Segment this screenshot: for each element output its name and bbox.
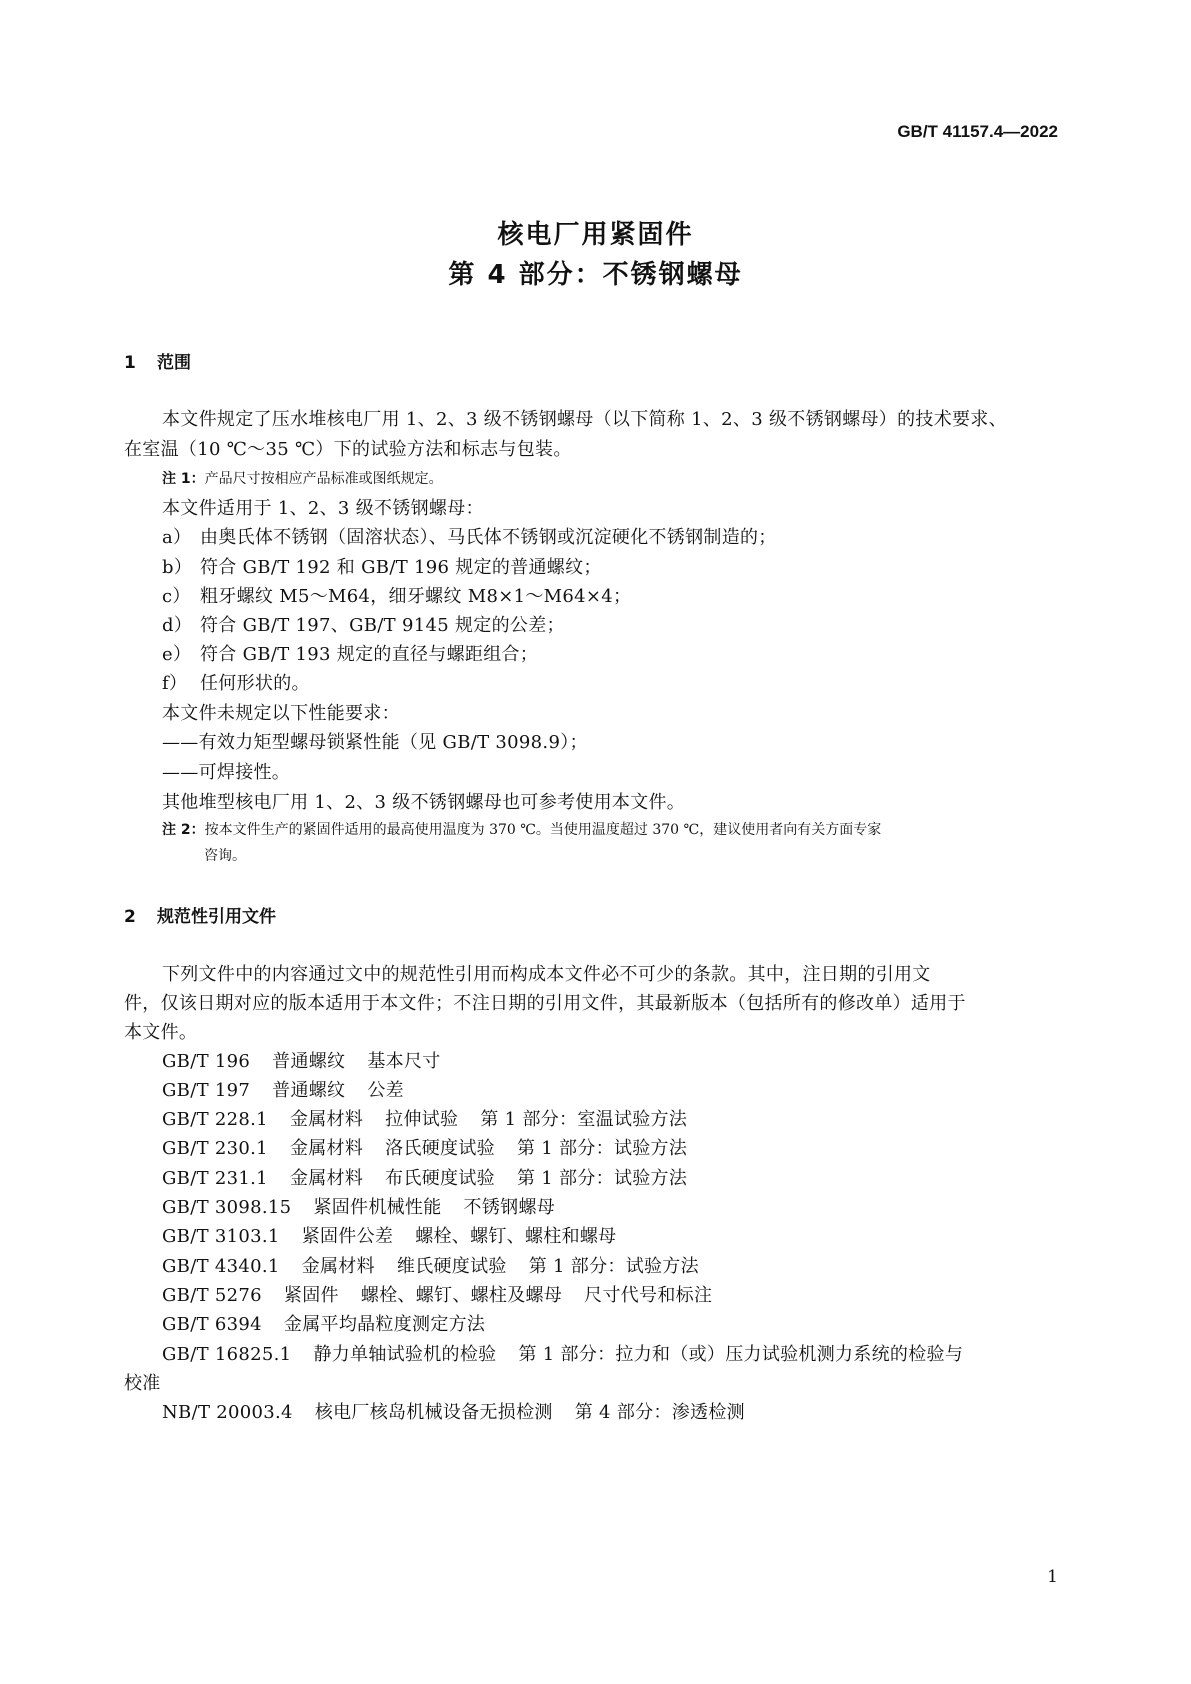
reference-code: GB/T 6394: [162, 1314, 262, 1335]
list-text: 符合 GB/T 197、GB/T 9145 规定的公差；: [200, 615, 565, 636]
paragraph-line: 本文件规定了压水堆核电厂用 1、2、3 级不锈钢螺母（以下简称 1、2、3 级不锈钢螺母）的技术要求、: [162, 409, 1007, 430]
reference-title: 核电厂核岛机械设备无损检测: [314, 1402, 553, 1423]
paragraph-line: 其他堆型核电厂用 1、2、3 级不锈钢螺母也可参考使用本文件。: [162, 792, 686, 813]
reference-part: 第 1 部分：室温试验方法: [480, 1109, 688, 1130]
reference-item: [162, 1340, 963, 1366]
list-item: [162, 553, 602, 579]
reference-subtitle: 公差: [367, 1080, 404, 1101]
section-number: 2: [124, 907, 136, 927]
list-text: 由奥氏体不锈钢（固溶状态）、马氏体不锈钢或沉淀硬化不锈钢制造的；: [200, 527, 777, 548]
paragraph-line: 在室温（10 ℃～35 ℃）下的试验方法和标志与包装。: [124, 439, 572, 460]
reference-title: 紧固件公差: [301, 1226, 394, 1247]
note-2-continuation: 咨询。: [204, 848, 246, 864]
reference-subtitle: 拉伸试验: [385, 1109, 459, 1130]
reference-title: 金属材料: [301, 1256, 375, 1277]
note-label: 注 2：: [162, 822, 205, 838]
reference-title: 紧固件: [283, 1285, 339, 1306]
list-label: a）: [162, 527, 192, 548]
reference-part: 第 1 部分：拉力和（或）压力试验机测力系统的检验与: [518, 1344, 964, 1365]
reference-subtitle: 布氏硬度试验: [385, 1168, 495, 1189]
standard-number: GB/T 41157.4—2022: [897, 122, 1058, 141]
reference-subtitle: 螺栓、螺钉、螺柱及螺母: [360, 1285, 563, 1306]
paragraph-line: 本文件。: [124, 1022, 198, 1043]
list-item: [162, 611, 565, 637]
list-label: f）: [162, 673, 188, 694]
reference-part: 第 1 部分：试验方法: [528, 1256, 699, 1277]
section-title: 规范性引用文件: [157, 907, 276, 927]
list-label: e）: [162, 644, 192, 665]
list-text: 粗牙螺纹 M5～M64，细牙螺纹 M8×1～M64×4；: [200, 586, 632, 607]
reference-item: [162, 1105, 687, 1131]
reference-subtitle: 基本尺寸: [367, 1051, 441, 1072]
note-2: [162, 819, 881, 839]
reference-title: 金属材料: [289, 1168, 364, 1189]
reference-code: GB/T 3103.1: [162, 1226, 280, 1247]
note-text: 产品尺寸按相应产品标准或图纸规定。: [204, 471, 443, 487]
note-text: 按本文件生产的紧固件适用的最高使用温度为 370 ℃。当使用温度超过 370 ℃，建议使用者向有关方面专家: [204, 822, 882, 838]
reference-title: 普通螺纹: [272, 1051, 346, 1072]
list-label: d）: [162, 615, 193, 636]
reference-code: GB/T 4340.1: [162, 1256, 280, 1277]
reference-code: GB/T 3098.15: [162, 1197, 292, 1218]
list-item: [162, 523, 777, 549]
list-text: 任何形状的。: [200, 673, 310, 694]
paragraph-line: 下列文件中的内容通过文中的规范性引用而构成本文件必不可少的条款。其中，注日期的引用文: [162, 964, 931, 985]
document-subtitle: 第 4 部分：不锈钢螺母: [448, 260, 743, 290]
page-number: 1: [1047, 1567, 1058, 1587]
reference-title: 紧固件机械性能: [313, 1197, 442, 1218]
reference-item: [162, 1222, 617, 1248]
reference-item: [162, 1193, 555, 1219]
list-text: 符合 GB/T 192 和 GB/T 196 规定的普通螺纹；: [200, 557, 602, 578]
section-2-heading: [124, 902, 276, 927]
reference-code: GB/T 228.1: [162, 1109, 268, 1130]
reference-item: [162, 1076, 404, 1102]
reference-subtitle: 洛氏硬度试验: [385, 1138, 495, 1159]
reference-part: 第 1 部分：试验方法: [516, 1168, 688, 1189]
document-title: 核电厂用紧固件: [497, 220, 694, 250]
reference-code: GB/T 197: [162, 1080, 251, 1101]
dash-item: ——可焊接性。: [162, 762, 291, 783]
reference-continuation: 校准: [124, 1373, 161, 1394]
reference-code: GB/T 230.1: [162, 1138, 268, 1159]
reference-code: NB/T 20003.4: [162, 1402, 293, 1423]
reference-code: GB/T 16825.1: [162, 1344, 292, 1365]
reference-subtitle: 不锈钢螺母: [463, 1197, 556, 1218]
reference-item: [162, 1164, 687, 1190]
note-1: [162, 468, 443, 488]
reference-subtitle: 螺栓、螺钉、螺柱和螺母: [415, 1226, 617, 1247]
reference-title: 普通螺纹: [272, 1080, 346, 1101]
list-item: [162, 582, 631, 608]
reference-title: 金属材料: [289, 1138, 364, 1159]
reference-item: [162, 1310, 485, 1336]
reference-item: [162, 1398, 745, 1424]
section-title: 范围: [157, 353, 191, 373]
section-1-heading: [124, 348, 191, 373]
reference-item: [162, 1047, 441, 1073]
dash-item: ——有效力矩型螺母锁紧性能（见 GB/T 3098.9）；: [162, 732, 588, 753]
reference-item: [162, 1252, 699, 1278]
reference-code: GB/T 5276: [162, 1285, 262, 1306]
reference-code: GB/T 231.1: [162, 1168, 268, 1189]
reference-title: 金属材料: [289, 1109, 364, 1130]
reference-part: 尺寸代号和标注: [584, 1285, 713, 1306]
list-label: c）: [162, 586, 191, 607]
paragraph-line: 件，仅该日期对应的版本适用于本文件；不注日期的引用文件，其最新版本（包括所有的修改单）适用于: [124, 993, 966, 1014]
reference-title: 金属平均晶粒度测定方法: [283, 1314, 486, 1335]
reference-item: [162, 1281, 712, 1307]
list-item: [162, 669, 310, 695]
reference-part: 第 4 部分：渗透检测: [574, 1402, 745, 1423]
list-item: [162, 640, 538, 666]
reference-part: 第 1 部分：试验方法: [516, 1138, 688, 1159]
section-number: 1: [124, 353, 136, 373]
note-label: 注 1：: [162, 471, 205, 487]
paragraph-line: 本文件适用于 1、2、3 级不锈钢螺母：: [162, 498, 484, 519]
reference-subtitle: 维氏硬度试验: [396, 1256, 507, 1277]
reference-item: [162, 1134, 687, 1160]
list-text: 符合 GB/T 193 规定的直径与螺距组合；: [200, 644, 539, 665]
reference-code: GB/T 196: [162, 1051, 251, 1072]
reference-title: 静力单轴试验机的检验: [313, 1344, 497, 1365]
list-label: b）: [162, 557, 193, 578]
paragraph-line: 本文件未规定以下性能要求：: [162, 703, 400, 724]
